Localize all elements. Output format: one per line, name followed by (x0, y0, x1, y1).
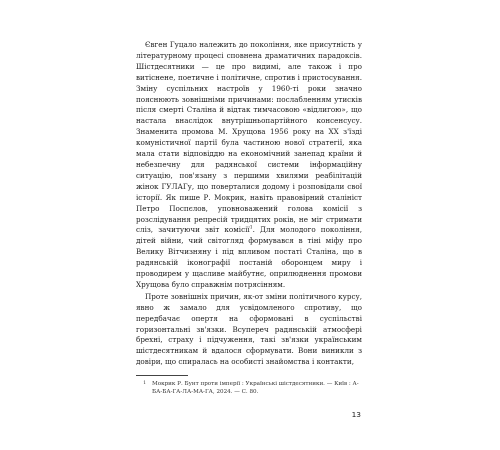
page-number: 13 (351, 410, 361, 419)
footnote-1 (136, 381, 362, 396)
footnote-text: Мокрик Р. Бунт проти імперії : Українські шістдесятники. — Київ : А-БА-БА-ГА-ЛА-МА-ГА, 2024. — С. 80. (152, 381, 359, 395)
paragraph-1-text: Євген Гуцало належить до покоління, яке присутність у літературному процесі сповнена драматичних парадоксів. Шістдесятники — це про видимі, але також і про витіснене, поетичне і політичне, спротив і пристосування. Зміну суспільних настроїв у 1960-ті роки значно пояснюють зовнішніми причинами: послабленням утисків після смерті Сталіна й відтак тимчасовою «відлигою», що настала внаслідок внутрішньопартійного консенсусу. Знаменита промова М. Хрущова 1956 року на XX з'їзді комуністичної партії була частиною нової стратегії, яка мала стати відповіддю на економічний занепад країни й небезпечну для радянської системи інформаційну ситуацію, пов'язану з першими хвилями реабілітацій жінок ГУЛАГу, що поверталися додому і розповідали свої історії. Як пише Р. Мокрик, навіть правовірний сталініст Петро Поспєлов, уповноважений голова комісії з розслідування репресій тридцятих років, не міг стримати сліз, зачитуючи звіт комісії (136, 40, 362, 235)
paragraph-1-tail: . Для молодого покоління, дітей війни, чий світогляд формувався в тіні міфу про Велику Вітчизняну і під впливом постаті Сталіна, що в радянській іконографії постаній оборонцем миру і проводирем у щасливе майбутнє, оприлюднення промови Хрущова було справжнім потрясінням. (136, 225, 362, 289)
body-text (136, 40, 362, 368)
footnotes (136, 375, 362, 396)
paragraph-1 (136, 40, 362, 291)
paragraph-2: Проте зовнішніх причин, як-от зміни політичного курсу, явно ж замало для усвідомленого спротиву, що передбачає опертя на сформовані в суспільстві горизонтальні зв'язки. Всупереч радянській атмосфері брехні, страху і підчуження, такі зв'язки українським шістдесятникам й вдалося сформувати. Вони виникли з довіри, що спиралась на особисті знайомства і контакти, (136, 291, 362, 367)
footnote-number: 1 (143, 381, 146, 386)
footnote-divider (136, 375, 188, 376)
footnote-ref-1: 1 (249, 226, 253, 232)
